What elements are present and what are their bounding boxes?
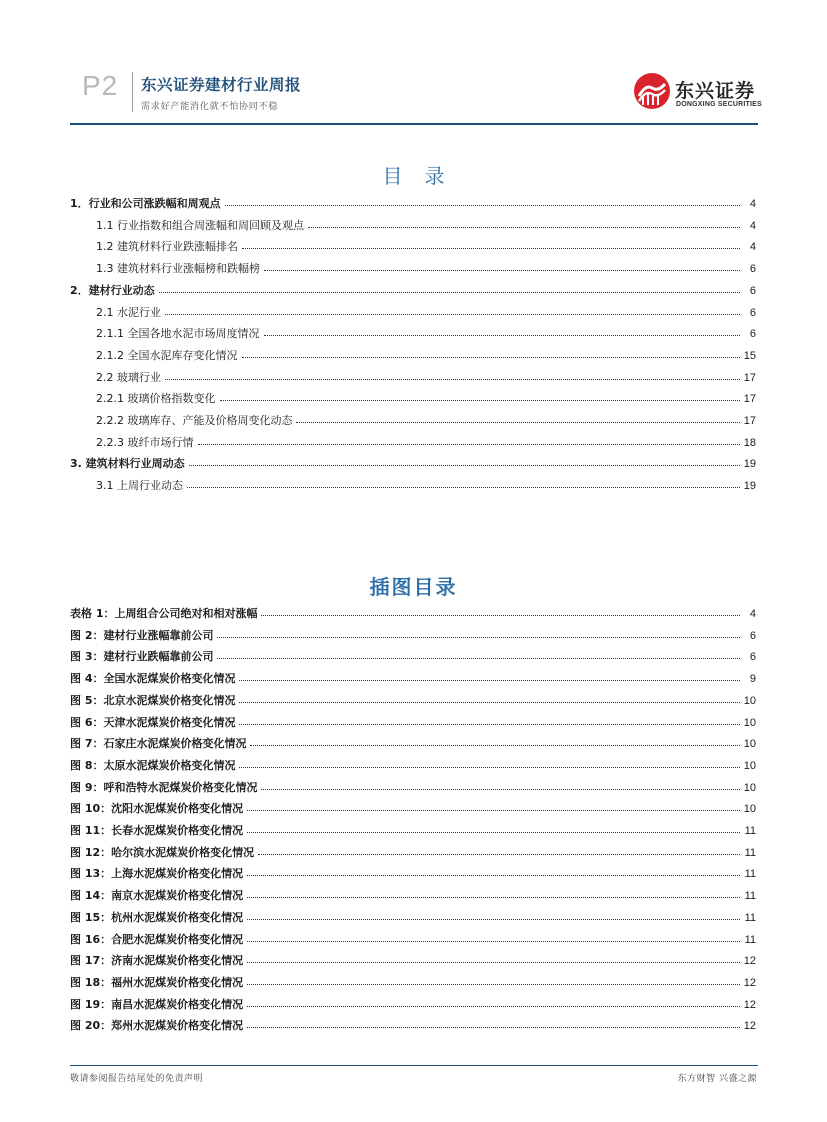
dot-leader [250, 745, 740, 746]
toc-entry-page: 6 [749, 328, 756, 341]
toc-entry-page: 4 [749, 241, 756, 254]
toc-entry[interactable] [70, 456, 756, 472]
figure-entry-label: 图 13：上海水泥煤炭价格变化情况 [70, 867, 244, 881]
footer-disclaimer: 敬请参阅报告结尾处的免责声明 [70, 1074, 204, 1084]
figure-entry-label: 图 12：哈尔滨水泥煤炭价格变化情况 [70, 845, 255, 859]
figure-entry-page: 11 [744, 933, 756, 946]
header-rule [70, 123, 758, 125]
figure-entry-page: 10 [743, 803, 756, 816]
figure-entry-label: 图 18：福州水泥煤炭价格变化情况 [70, 975, 244, 989]
figure-entry-label: 图 16：合肥水泥煤炭价格变化情况 [70, 932, 244, 946]
toc-entry-page: 6 [749, 263, 756, 276]
figure-entry[interactable] [70, 932, 756, 948]
dot-leader [225, 205, 740, 206]
dot-leader [165, 314, 740, 315]
dot-leader [247, 962, 740, 963]
dot-leader [261, 789, 740, 790]
dot-leader [247, 919, 740, 920]
dot-leader [220, 400, 741, 401]
toc-entry-label: 2.1 水泥行业 [96, 305, 161, 319]
figure-entry[interactable] [70, 953, 756, 969]
logo-english-name: DONGXING SECURITIES [676, 101, 762, 108]
dot-leader [258, 854, 740, 855]
toc-entry-label: 2.1.1 全国各地水泥市场周度情况 [96, 327, 260, 341]
toc-entry[interactable] [70, 478, 756, 494]
figure-entry-label: 图 8：太原水泥煤炭价格变化情况 [70, 758, 236, 772]
toc-entry[interactable] [70, 218, 756, 234]
figure-entry-label: 图 20：郑州水泥煤炭价格变化情况 [70, 1019, 244, 1033]
figure-entry-page: 12 [743, 1020, 756, 1033]
toc-entry-label: 2.2 玻璃行业 [96, 370, 161, 384]
toc-entry-label: 2.1.2 全国水泥库存变化情况 [96, 348, 238, 362]
figure-entry-label: 图 11：长春水泥煤炭价格变化情况 [70, 824, 244, 837]
logo-mark-icon [633, 72, 671, 110]
figure-entry[interactable] [70, 628, 756, 644]
dot-leader [247, 875, 740, 876]
toc-entry[interactable] [70, 435, 756, 451]
figure-entry-page: 10 [743, 781, 756, 794]
dot-leader [187, 487, 740, 488]
toc-entry[interactable] [70, 283, 756, 299]
dot-leader [239, 724, 740, 725]
dot-leader [165, 379, 740, 380]
toc-entry-page: 17 [743, 415, 756, 427]
toc-entry-page: 4 [749, 198, 756, 210]
figure-entry-label: 图 5：北京水泥煤炭价格变化情况 [70, 693, 236, 707]
dot-leader [239, 680, 740, 681]
toc-entry-label: 3.1 上周行业动态 [96, 479, 183, 493]
dot-leader [247, 832, 740, 833]
figure-entry-page: 6 [749, 651, 756, 664]
footer-slogan: 东方财智 兴盛之源 [677, 1074, 757, 1084]
dot-leader [242, 248, 740, 249]
figure-entry-label: 图 2：建材行业涨幅靠前公司 [70, 628, 214, 642]
figure-entry-page: 12 [743, 998, 756, 1011]
figure-entry-label: 图 15：杭州水泥煤炭价格变化情况 [70, 910, 244, 924]
dot-leader [189, 465, 740, 466]
toc-entry-page: 4 [749, 219, 756, 232]
dot-leader [159, 292, 740, 293]
figure-entry-label: 图 6：天津水泥煤炭价格变化情况 [70, 715, 236, 729]
figure-entry[interactable] [70, 910, 756, 926]
toc-entry-page: 19 [743, 458, 756, 471]
figure-entry-page: 10 [743, 759, 756, 772]
figure-entry-page: 11 [744, 868, 756, 881]
figure-entry[interactable] [70, 693, 756, 709]
figure-entry-label: 图 14：南京水泥煤炭价格变化情况 [70, 889, 244, 903]
toc-entry[interactable] [70, 413, 756, 429]
company-logo [633, 72, 763, 114]
figure-index-title: 插图目录 [369, 575, 458, 599]
toc-entry[interactable] [70, 196, 756, 212]
toc-entry-label: 1.2 建筑材料行业跌涨幅排名 [96, 240, 238, 254]
figure-entry[interactable] [70, 715, 756, 731]
figure-entry-page: 9 [749, 673, 756, 686]
toc-entry[interactable] [70, 239, 756, 255]
toc-entry-label: 2．建材行业动态 [70, 283, 155, 297]
dot-leader [264, 335, 741, 336]
toc-entry-label: 1.3 建筑材料行业涨幅榜和跌幅榜 [96, 262, 260, 276]
figure-entry-page: 10 [743, 716, 756, 729]
figure-entry-label: 表格 1：上周组合公司绝对和相对涨幅 [70, 607, 258, 620]
toc-entry[interactable] [70, 391, 756, 407]
figure-entry-page: 4 [749, 608, 756, 620]
toc-title: 目录 [382, 164, 467, 188]
figure-entry-page: 10 [743, 738, 756, 751]
figure-entry[interactable] [70, 975, 756, 991]
dot-leader [247, 1006, 740, 1007]
figure-entry-page: 10 [743, 694, 756, 707]
figure-entry-label: 图 7：石家庄水泥煤炭价格变化情况 [70, 737, 247, 751]
toc-entry[interactable] [70, 370, 756, 386]
figure-entry[interactable] [70, 888, 756, 904]
toc-entry[interactable] [70, 261, 756, 277]
figure-entry-page: 11 [744, 890, 756, 903]
toc-entry-label: 3. 建筑材料行业周动态 [70, 457, 185, 471]
dot-leader [296, 422, 740, 423]
dot-leader [217, 658, 740, 659]
toc-entry[interactable] [70, 305, 756, 321]
dot-leader [239, 767, 740, 768]
toc-entry-page: 15 [743, 349, 756, 362]
dot-leader [239, 702, 740, 703]
toc-entry-page: 17 [743, 371, 756, 384]
toc-entry[interactable] [70, 348, 756, 364]
figure-entry[interactable] [70, 758, 756, 774]
figure-entry[interactable] [70, 866, 756, 882]
figure-entry-label: 图 17：济南水泥煤炭价格变化情况 [70, 954, 244, 968]
toc-entry-page: 19 [743, 480, 756, 493]
toc-entry-label: 2.2.1 玻璃价格指数变化 [96, 392, 216, 406]
figure-entry[interactable] [70, 649, 756, 665]
toc-entry[interactable] [70, 326, 756, 342]
figure-entry[interactable] [70, 606, 756, 622]
figure-entry[interactable] [70, 997, 756, 1013]
dot-leader [247, 941, 740, 942]
toc-entry-page: 17 [743, 393, 756, 406]
figure-entry-label: 图 9：呼和浩特水泥煤炭价格变化情况 [70, 780, 258, 794]
figure-entry-label: 图 10：沈阳水泥煤炭价格变化情况 [70, 802, 244, 816]
dot-leader [247, 984, 740, 985]
figure-entry[interactable] [70, 1018, 756, 1034]
figure-entry-page: 12 [743, 955, 756, 968]
figure-entry-label: 图 4：全国水泥煤炭价格变化情况 [70, 672, 236, 686]
toc-entry-page: 18 [743, 436, 756, 449]
page-header [0, 0, 827, 130]
figure-entry-label: 图 3：建材行业跌幅靠前公司 [70, 650, 214, 664]
toc-entry-page: 6 [749, 284, 756, 297]
page-number: P2 [82, 70, 119, 101]
dot-leader [247, 810, 740, 811]
figure-entry[interactable] [70, 736, 756, 752]
toc-entry-label: 2.2.2 玻璃库存、产能及价格周变化动态 [96, 414, 293, 427]
dot-leader [261, 615, 740, 616]
report-subtitle: 需求好产能消化就不怕协同不稳 [141, 102, 279, 112]
dot-leader [264, 270, 740, 271]
dot-leader [198, 444, 741, 445]
toc-entry-label: 2.2.3 玻纤市场行情 [96, 435, 194, 449]
figure-entry[interactable] [70, 671, 756, 687]
toc-entry-label: 1.1 行业指数和组合周涨幅和周回顾及观点 [96, 218, 304, 232]
figure-entry[interactable] [70, 845, 756, 861]
dot-leader [247, 897, 740, 898]
figure-entry[interactable] [70, 801, 756, 817]
dot-leader [247, 1027, 740, 1028]
dot-leader [242, 357, 741, 358]
dot-leader [217, 637, 740, 638]
figure-entry-page: 11 [744, 911, 756, 924]
figure-entry-page: 11 [744, 825, 756, 837]
dot-leader [308, 227, 740, 228]
toc-entry-label: 1．行业和公司涨跌幅和周观点 [70, 197, 221, 210]
figure-entry-page: 11 [744, 846, 756, 859]
report-title: 东兴证券建材行业周报 [141, 76, 302, 94]
logo-chinese-name: 东兴证券 [675, 80, 756, 102]
figure-entry-label: 图 19：南昌水泥煤炭价格变化情况 [70, 997, 244, 1011]
header-divider [132, 72, 133, 112]
figure-entry-page: 6 [749, 629, 756, 642]
figure-entry[interactable] [70, 823, 756, 839]
toc-entry-page: 6 [749, 306, 756, 319]
figure-entry[interactable] [70, 780, 756, 796]
figure-entry-page: 12 [743, 976, 756, 989]
footer-rule [70, 1065, 758, 1066]
